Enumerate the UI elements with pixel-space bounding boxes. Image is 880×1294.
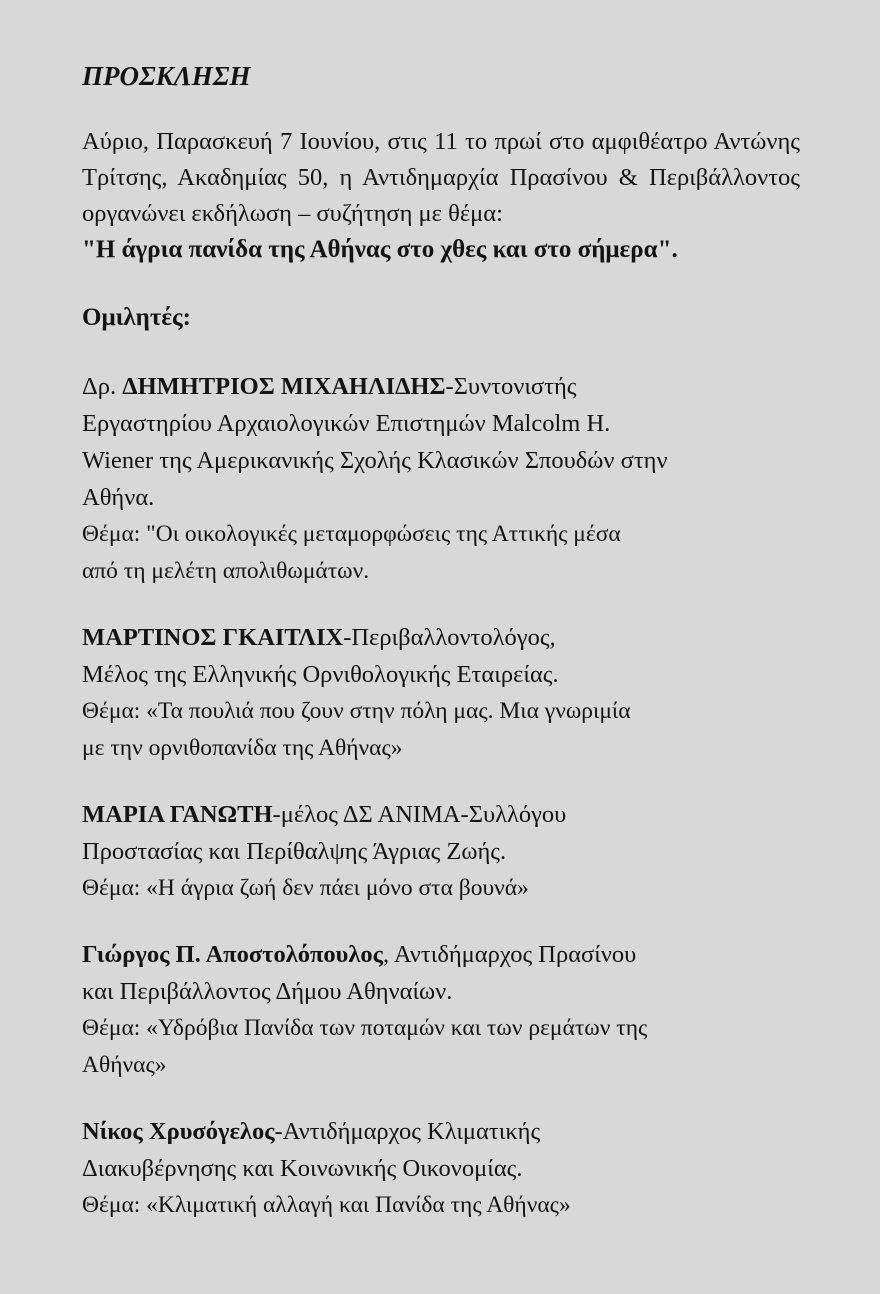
speaker-topic: με την ορνιθοπανίδα της Αθήνας»	[82, 735, 403, 761]
speaker-topic: Θέμα: "Οι οικολογικές μεταμορφώσεις της Αττικής μέσα	[82, 521, 621, 547]
speaker-topic: Θέμα: «Κλιματική αλλαγή και Πανίδα της Αθήνας»	[82, 1192, 571, 1218]
speaker-name: ΔΗΜΗΤΡΙΟΣ ΜΙΧΑΗΛΙΔΗΣ	[122, 373, 446, 400]
speaker-role-line: Αθήνα.	[82, 484, 155, 511]
speaker-entry	[82, 619, 800, 767]
speaker-entry	[82, 936, 800, 1084]
speaker-header-line	[82, 619, 800, 656]
speaker-topic: από τη μελέτη απολιθωμάτων.	[82, 558, 370, 584]
speaker-role: -μέλος ΔΣ ΑΝΙΜΑ-Συλλόγου	[272, 801, 567, 828]
document-title: ΠΡΟΣΚΛΗΣΗ	[82, 61, 251, 91]
intro-paragraph: Αύριο, Παρασκευή 7 Ιουνίου, στις 11 το πρωί στο αμφιθέατρο Αντώνης Τρίτσης, Ακαδημίας 50, η Αντιδημαρχία Πρασίνου & Περιβάλλοντος οργανώνει εκδήλωση – συζήτηση με θέμα:	[82, 128, 800, 227]
speaker-header-line	[82, 1113, 800, 1150]
speaker-role-line: Εργαστηρίου Αρχαιολογικών Επιστημών Malcolm H.	[82, 410, 611, 437]
speaker-topic: Αθήνας»	[82, 1052, 167, 1078]
speakers-list	[82, 368, 800, 1224]
speaker-header-line	[82, 936, 800, 973]
speaker-entry	[82, 796, 800, 907]
speaker-topic: Θέμα: «Υδρόβια Πανίδα των ποταμών και των ρεμάτων της	[82, 1015, 648, 1041]
speaker-name: Νίκος Χρυσόγελος	[82, 1118, 275, 1145]
speaker-entry	[82, 1113, 800, 1224]
speaker-header-line	[82, 368, 800, 405]
speaker-role: -Συντονιστής	[445, 373, 577, 400]
speaker-name: ΜΑΡΙΑ ΓΑΝΩΤΗ	[82, 801, 273, 828]
speaker-role-line: Διακυβέρνησης και Κοινωνικής Οικονομίας.	[82, 1155, 523, 1182]
speaker-topic: Θέμα: «Τα πουλιά που ζουν στην πόλη μας. Μια γνωριμία	[82, 698, 631, 724]
speaker-name: ΜΑΡΤΙΝΟΣ ΓΚΑΙΤΛΙΧ	[82, 624, 344, 651]
speaker-header-line	[82, 796, 800, 833]
speaker-role-line: και Περιβάλλοντος Δήμου Αθηναίων.	[82, 978, 453, 1005]
speaker-entry	[82, 368, 800, 590]
speaker-role: , Αντιδήμαρχος Πρασίνου	[383, 941, 637, 968]
speakers-heading: Ομιλητές:	[82, 304, 191, 331]
speaker-role-line: Μέλος της Ελληνικής Ορνιθολογικής Εταιρείας.	[82, 661, 559, 688]
speaker-role-line: Προστασίας και Περίθαλψης Άγριας Ζωής.	[82, 838, 507, 865]
event-title: "Η άγρια πανίδα της Αθήνας στο χθες και στο σήμερα".	[82, 236, 678, 263]
speaker-role: -Αντιδήμαρχος Κλιματικής	[274, 1118, 541, 1145]
speaker-topic: Θέμα: «Η άγρια ζωή δεν πάει μόνο στα βουνά»	[82, 875, 529, 901]
speaker-role-line: Wiener της Αμερικανικής Σχολής Κλασικών Σπουδών στην	[82, 447, 668, 474]
speaker-name: Γιώργος Π. Αποστολόπουλος	[82, 941, 384, 968]
speaker-role: -Περιβαλλοντολόγος,	[343, 624, 556, 651]
speaker-prefix: Δρ.	[82, 373, 123, 400]
